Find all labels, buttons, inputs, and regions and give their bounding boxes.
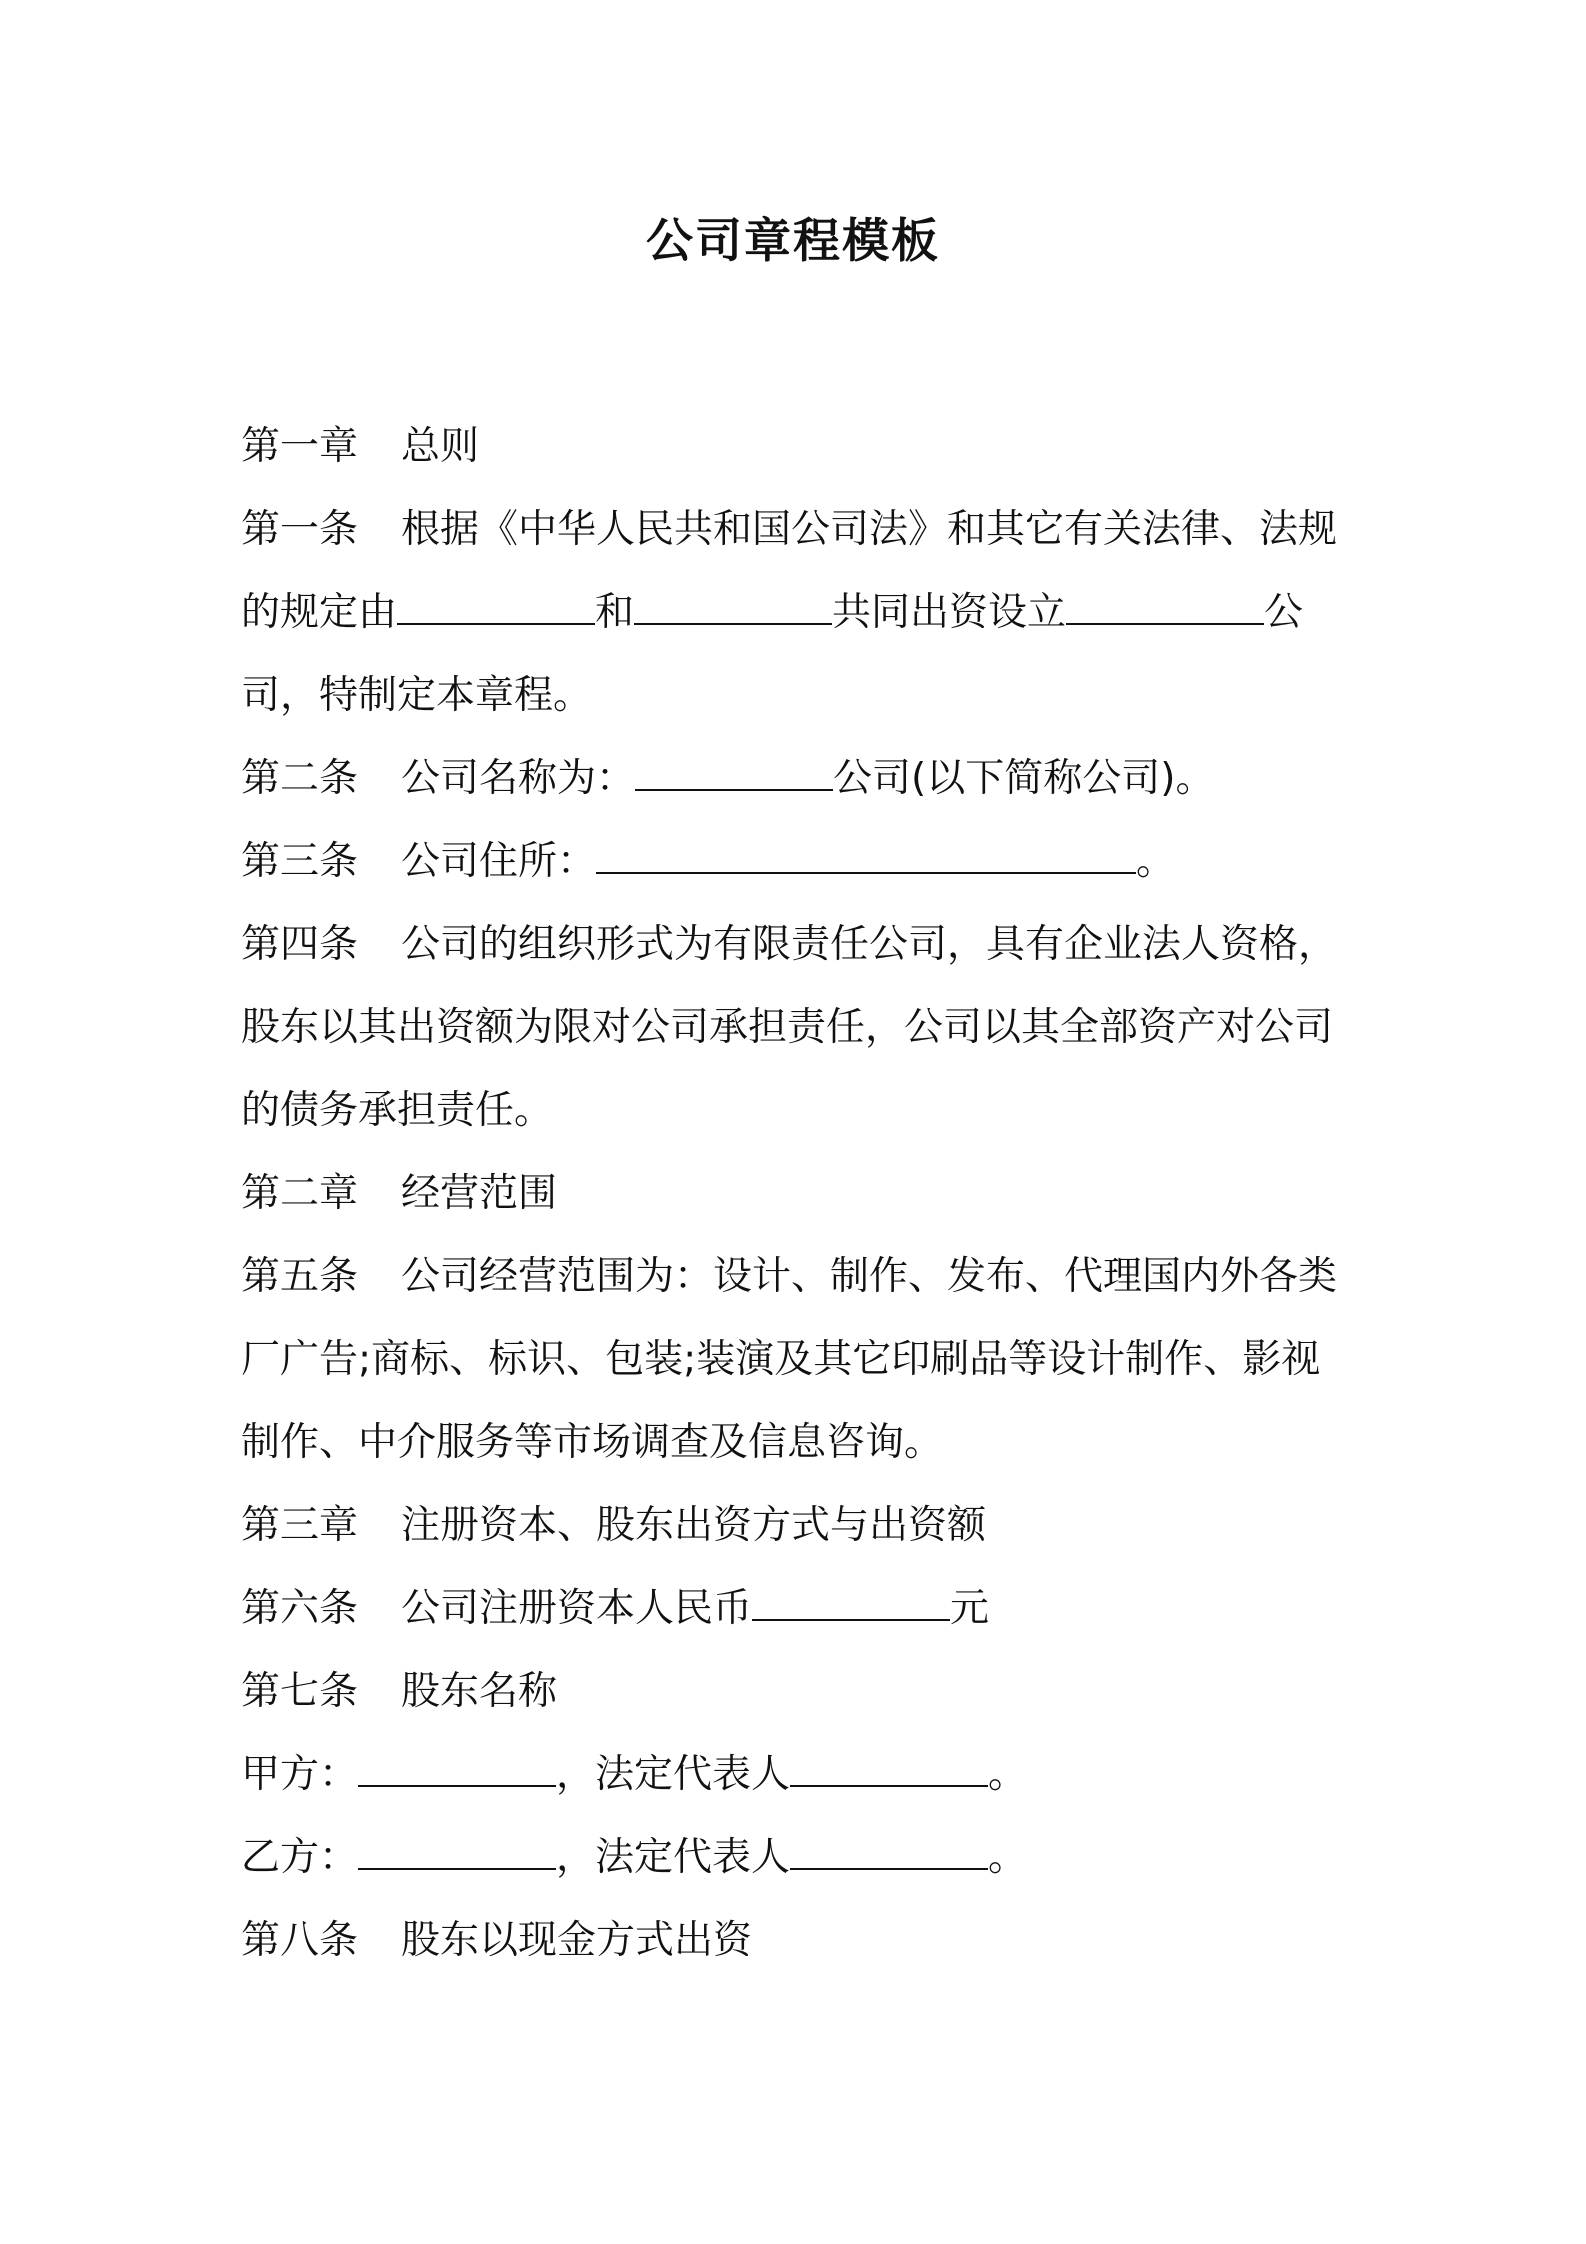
- document-body: [241, 405, 1346, 1982]
- article-1-line-3: [241, 654, 1346, 737]
- blank-field: [635, 759, 833, 791]
- article-5-line-1: [241, 1235, 1346, 1318]
- article-text: 公司经营范围为：设计、制作、发布、代理国内外各类: [401, 1254, 1338, 1299]
- blank-field: [790, 1755, 988, 1787]
- party-text: ，法定代表人: [556, 1752, 791, 1797]
- party-text: 。: [988, 1752, 1028, 1797]
- article-text: 厂广告;商标、标识、包装;装演及其它印刷品等设计制作、影视: [241, 1337, 1321, 1382]
- article-text: 股东以现金方式出资: [401, 1918, 753, 1963]
- article-text: 公司住所：: [401, 839, 597, 884]
- party-label: 甲方：: [241, 1752, 359, 1797]
- party-text: 。: [988, 1835, 1028, 1880]
- article-text: 根据《中华人民共和国公司法》和其它有关法律、法规: [401, 507, 1338, 552]
- article-label: 第七条: [241, 1669, 359, 1714]
- article-text: 公司名称为：: [401, 756, 636, 801]
- article-text: 元: [950, 1586, 990, 1631]
- article-8: [241, 1899, 1346, 1982]
- blank-field: [358, 1838, 556, 1870]
- article-4-line-3: [241, 1069, 1346, 1152]
- blank-field: [596, 842, 1136, 874]
- article-label: 第五条: [241, 1254, 359, 1299]
- article-text: 公司的组织形式为有限责任公司，具有企业法人资格，: [401, 922, 1338, 967]
- article-text: 的规定由: [241, 590, 398, 635]
- blank-field: [397, 593, 595, 625]
- article-text: 公司(以下简称公司)。: [833, 756, 1215, 801]
- article-text: 和: [595, 590, 635, 635]
- blank-field: [1066, 593, 1264, 625]
- chapter-title: 经营范围: [401, 1171, 558, 1216]
- article-5-line-2: [241, 1318, 1346, 1401]
- blank-field: [634, 593, 832, 625]
- article-text: 公: [1264, 590, 1304, 635]
- article-6: [241, 1567, 1346, 1650]
- article-text: 司，特制定本章程。: [241, 673, 593, 718]
- article-text: 股东名称: [401, 1669, 558, 1714]
- blank-field: [790, 1838, 988, 1870]
- blank-field: [752, 1589, 950, 1621]
- document-title: 公司章程模板: [646, 214, 940, 269]
- party-b: [241, 1816, 1346, 1899]
- party-text: ，法定代表人: [556, 1835, 791, 1880]
- article-text: 的债务承担责任。: [241, 1088, 554, 1133]
- blank-field: [358, 1755, 556, 1787]
- article-4-line-1: [241, 903, 1346, 986]
- article-label: 第六条: [241, 1586, 359, 1631]
- article-1-line-1: [241, 488, 1346, 571]
- party-a: [241, 1733, 1346, 1816]
- party-label: 乙方：: [241, 1835, 359, 1880]
- article-1-line-2: [241, 571, 1346, 654]
- article-label: 第二条: [241, 756, 359, 801]
- chapter-1-heading: [241, 405, 1346, 488]
- chapter-3-heading: [241, 1484, 1346, 1567]
- article-label: 第四条: [241, 922, 359, 967]
- chapter-label: 第二章: [241, 1171, 359, 1216]
- chapter-label: 第一章: [241, 424, 359, 469]
- article-text: 股东以其出资额为限对公司承担责任，公司以其全部资产对公司: [241, 1005, 1334, 1050]
- article-2: [241, 737, 1346, 820]
- chapter-label: 第三章: [241, 1503, 359, 1548]
- article-text: 公司注册资本人民币: [401, 1586, 753, 1631]
- chapter-2-heading: [241, 1152, 1346, 1235]
- article-label: 第一条: [241, 507, 359, 552]
- chapter-title: 注册资本、股东出资方式与出资额: [401, 1503, 987, 1548]
- article-text: 。: [1136, 839, 1176, 884]
- article-text: 共同出资设立: [832, 590, 1067, 635]
- article-4-line-2: [241, 986, 1346, 1069]
- article-label: 第八条: [241, 1918, 359, 1963]
- article-5-line-3: [241, 1401, 1346, 1484]
- article-text: 制作、中介服务等市场调查及信息咨询。: [241, 1420, 944, 1465]
- article-7: [241, 1650, 1346, 1733]
- article-3: [241, 820, 1346, 903]
- article-label: 第三条: [241, 839, 359, 884]
- chapter-title: 总则: [401, 424, 480, 469]
